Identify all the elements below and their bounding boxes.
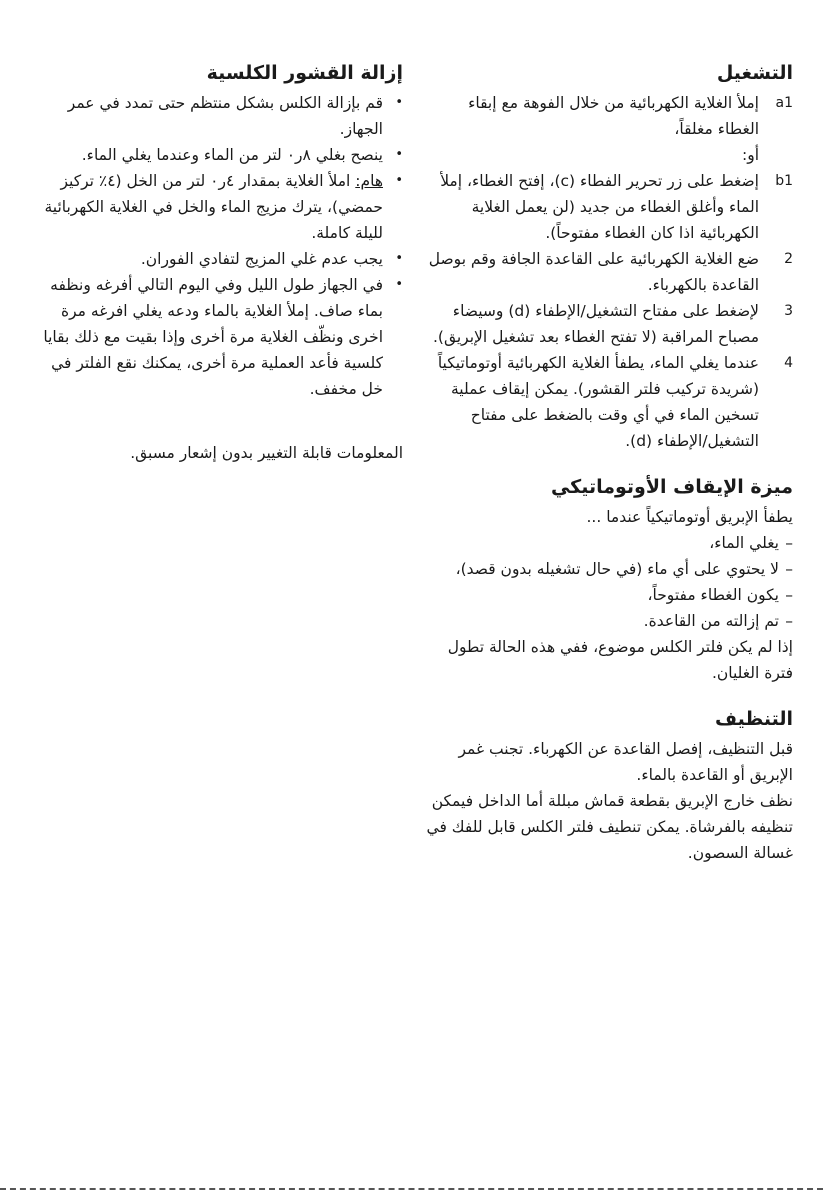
cleaning-paragraph-1: قبل التنظيف، إفصل القاعدة عن الكهرباء. تجنب غمر الإبريق أو القاعدة بالماء. bbox=[458, 740, 793, 784]
left-column bbox=[33, 58, 403, 466]
bullet-body: املأ الغلاية بمقدار ٤ر٠ لتر من الخل (٤٪ تركيز حمضي)، يترك مزيج الماء والخل في الغلاية الكهربائية لليلة كاملة. bbox=[44, 172, 383, 242]
bullet-body: قم بإزالة الكلس بشكل منتظم حتى تمدد في عمر الجهاز. bbox=[67, 94, 383, 138]
page-bottom-rule bbox=[0, 1188, 823, 1190]
right-column bbox=[425, 58, 793, 866]
bullet-lead: هام: bbox=[355, 172, 383, 190]
auto-off-list bbox=[425, 530, 793, 634]
descaling-item bbox=[33, 90, 403, 142]
auto-off-item bbox=[425, 608, 793, 634]
step-number: b1 bbox=[775, 173, 793, 189]
operation-step bbox=[425, 142, 793, 168]
step-text: عندما يغلي الماء، يطفأ الغلاية الكهربائية أوتوماتيكياً (شريدة تركيب فلتر القشور). يمكن إيقاف عملية تسخين الماء في أي وقت بالضغط على مفتاح التشغيل/الإطفاء (d). bbox=[437, 354, 759, 450]
descaling-item-text bbox=[33, 246, 383, 272]
dash-mark: – bbox=[785, 534, 793, 552]
auto-off-intro: يطفأ الإبريق أوتوماتيكياً عندما ... bbox=[586, 508, 793, 526]
auto-off-note: إذا لم يكن فلتر الكلس موضوع، ففي هذه الحالة تطول فترة الغليان. bbox=[447, 638, 793, 682]
dash-mark: – bbox=[785, 586, 793, 604]
descaling-item bbox=[33, 246, 403, 272]
operation-step bbox=[425, 90, 793, 142]
step-number: a1 bbox=[775, 95, 793, 111]
step-number: 2 bbox=[784, 251, 793, 267]
bullet-body: ينصح بغلي ٨ر٠ لتر من الماء وعندما يغلي الماء. bbox=[81, 146, 383, 164]
bullet-mark: • bbox=[395, 277, 403, 292]
descaling-list bbox=[33, 90, 403, 402]
descaling-item bbox=[33, 272, 403, 402]
descaling-item-text bbox=[33, 90, 383, 142]
step-text: لإضغط على مفتاح التشغيل/الإطفاء (d) وسيضاء مصباح المراقبة (لا تفتح الغطاء بعد تشغيل الإبريق). bbox=[432, 302, 759, 346]
cleaning-heading: التنظيف bbox=[714, 708, 793, 730]
step-text: ضع الغلاية الكهربائية على القاعدة الجافة وقم بوصل القاعدة بالكهرباء. bbox=[428, 250, 759, 294]
descaling-item-text bbox=[33, 142, 383, 168]
step-text: إضغط على زر تحرير الفطاء (c)، إفتح الغطاء، إملأ الماء وأغلق الغطاء من جديد (لن يعمل الغلاية الكهربائية اذا كان الغطاء مفتوحاً). bbox=[440, 172, 759, 242]
auto-off-item-text: لا يحتوي على أي ماء (في حال تشغيله بدون قصد)، bbox=[455, 560, 779, 578]
step-text: إملأ الغلاية الكهربائية من خلال الفوهة مع إبقاء الغطاء مغلقاً، bbox=[468, 94, 759, 138]
descaling-item-text bbox=[33, 168, 383, 246]
bullet-mark: • bbox=[395, 173, 403, 188]
descaling-item-text bbox=[33, 272, 383, 402]
dash-mark: – bbox=[785, 560, 793, 578]
auto-off-item-text: تم إزالته من القاعدة. bbox=[643, 612, 779, 630]
operation-step bbox=[425, 246, 793, 298]
bullet-mark: • bbox=[395, 251, 403, 266]
operation-heading: التشغيل bbox=[716, 62, 793, 84]
cleaning-paragraph-2: نظف خارج الإبريق بقطعة قماش مبللة أما الداخل فيمكن تنظيفه بالفرشاة. يمكن تنطيف فلتر الكلس قابل للفك في غسالة السصون. bbox=[426, 792, 793, 862]
operation-step bbox=[425, 298, 793, 350]
bullet-body: في الجهاز طول الليل وفي اليوم التالي أفرغه ونظفه بماء صاف. إملأ الغلاية بالماء ودعه يغلي افرغه مرة اخرى ونظّف الغلاية مرة أخرى وإذا بقيت مع ذلك بقايا كلسية فأعد العملية مرة أخرى، يمكنك نقع الفلتر في خل مخفف. bbox=[43, 276, 383, 398]
bullet-mark: • bbox=[395, 95, 403, 110]
descaling-heading: إزالة القشور الكلسية bbox=[206, 62, 403, 84]
descaling-item bbox=[33, 168, 403, 246]
auto-off-item bbox=[425, 582, 793, 608]
bullet-mark: • bbox=[395, 147, 403, 162]
auto-off-item bbox=[425, 556, 793, 582]
disclaimer-footnote: المعلومات قابلة التغيير بدون إشعار مسبق. bbox=[130, 444, 403, 462]
operation-step bbox=[425, 350, 793, 454]
step-number bbox=[759, 142, 793, 168]
step-number: 3 bbox=[784, 303, 793, 319]
auto-off-heading: ميزة الإيقاف الأوتوماتيكي bbox=[550, 476, 793, 498]
step-number: 4 bbox=[784, 355, 793, 371]
bullet-body: يجب عدم غلي المزيج لتفادي الفوران. bbox=[140, 250, 383, 268]
step-text: أو: bbox=[741, 146, 759, 164]
auto-off-item-text: يغلي الماء، bbox=[709, 534, 779, 552]
dash-mark: – bbox=[785, 612, 793, 630]
auto-off-item-text: يكون الغطاء مفتوحاً، bbox=[647, 586, 779, 604]
auto-off-item bbox=[425, 530, 793, 556]
descaling-item bbox=[33, 142, 403, 168]
operation-steps-list bbox=[425, 90, 793, 454]
operation-step bbox=[425, 168, 793, 246]
